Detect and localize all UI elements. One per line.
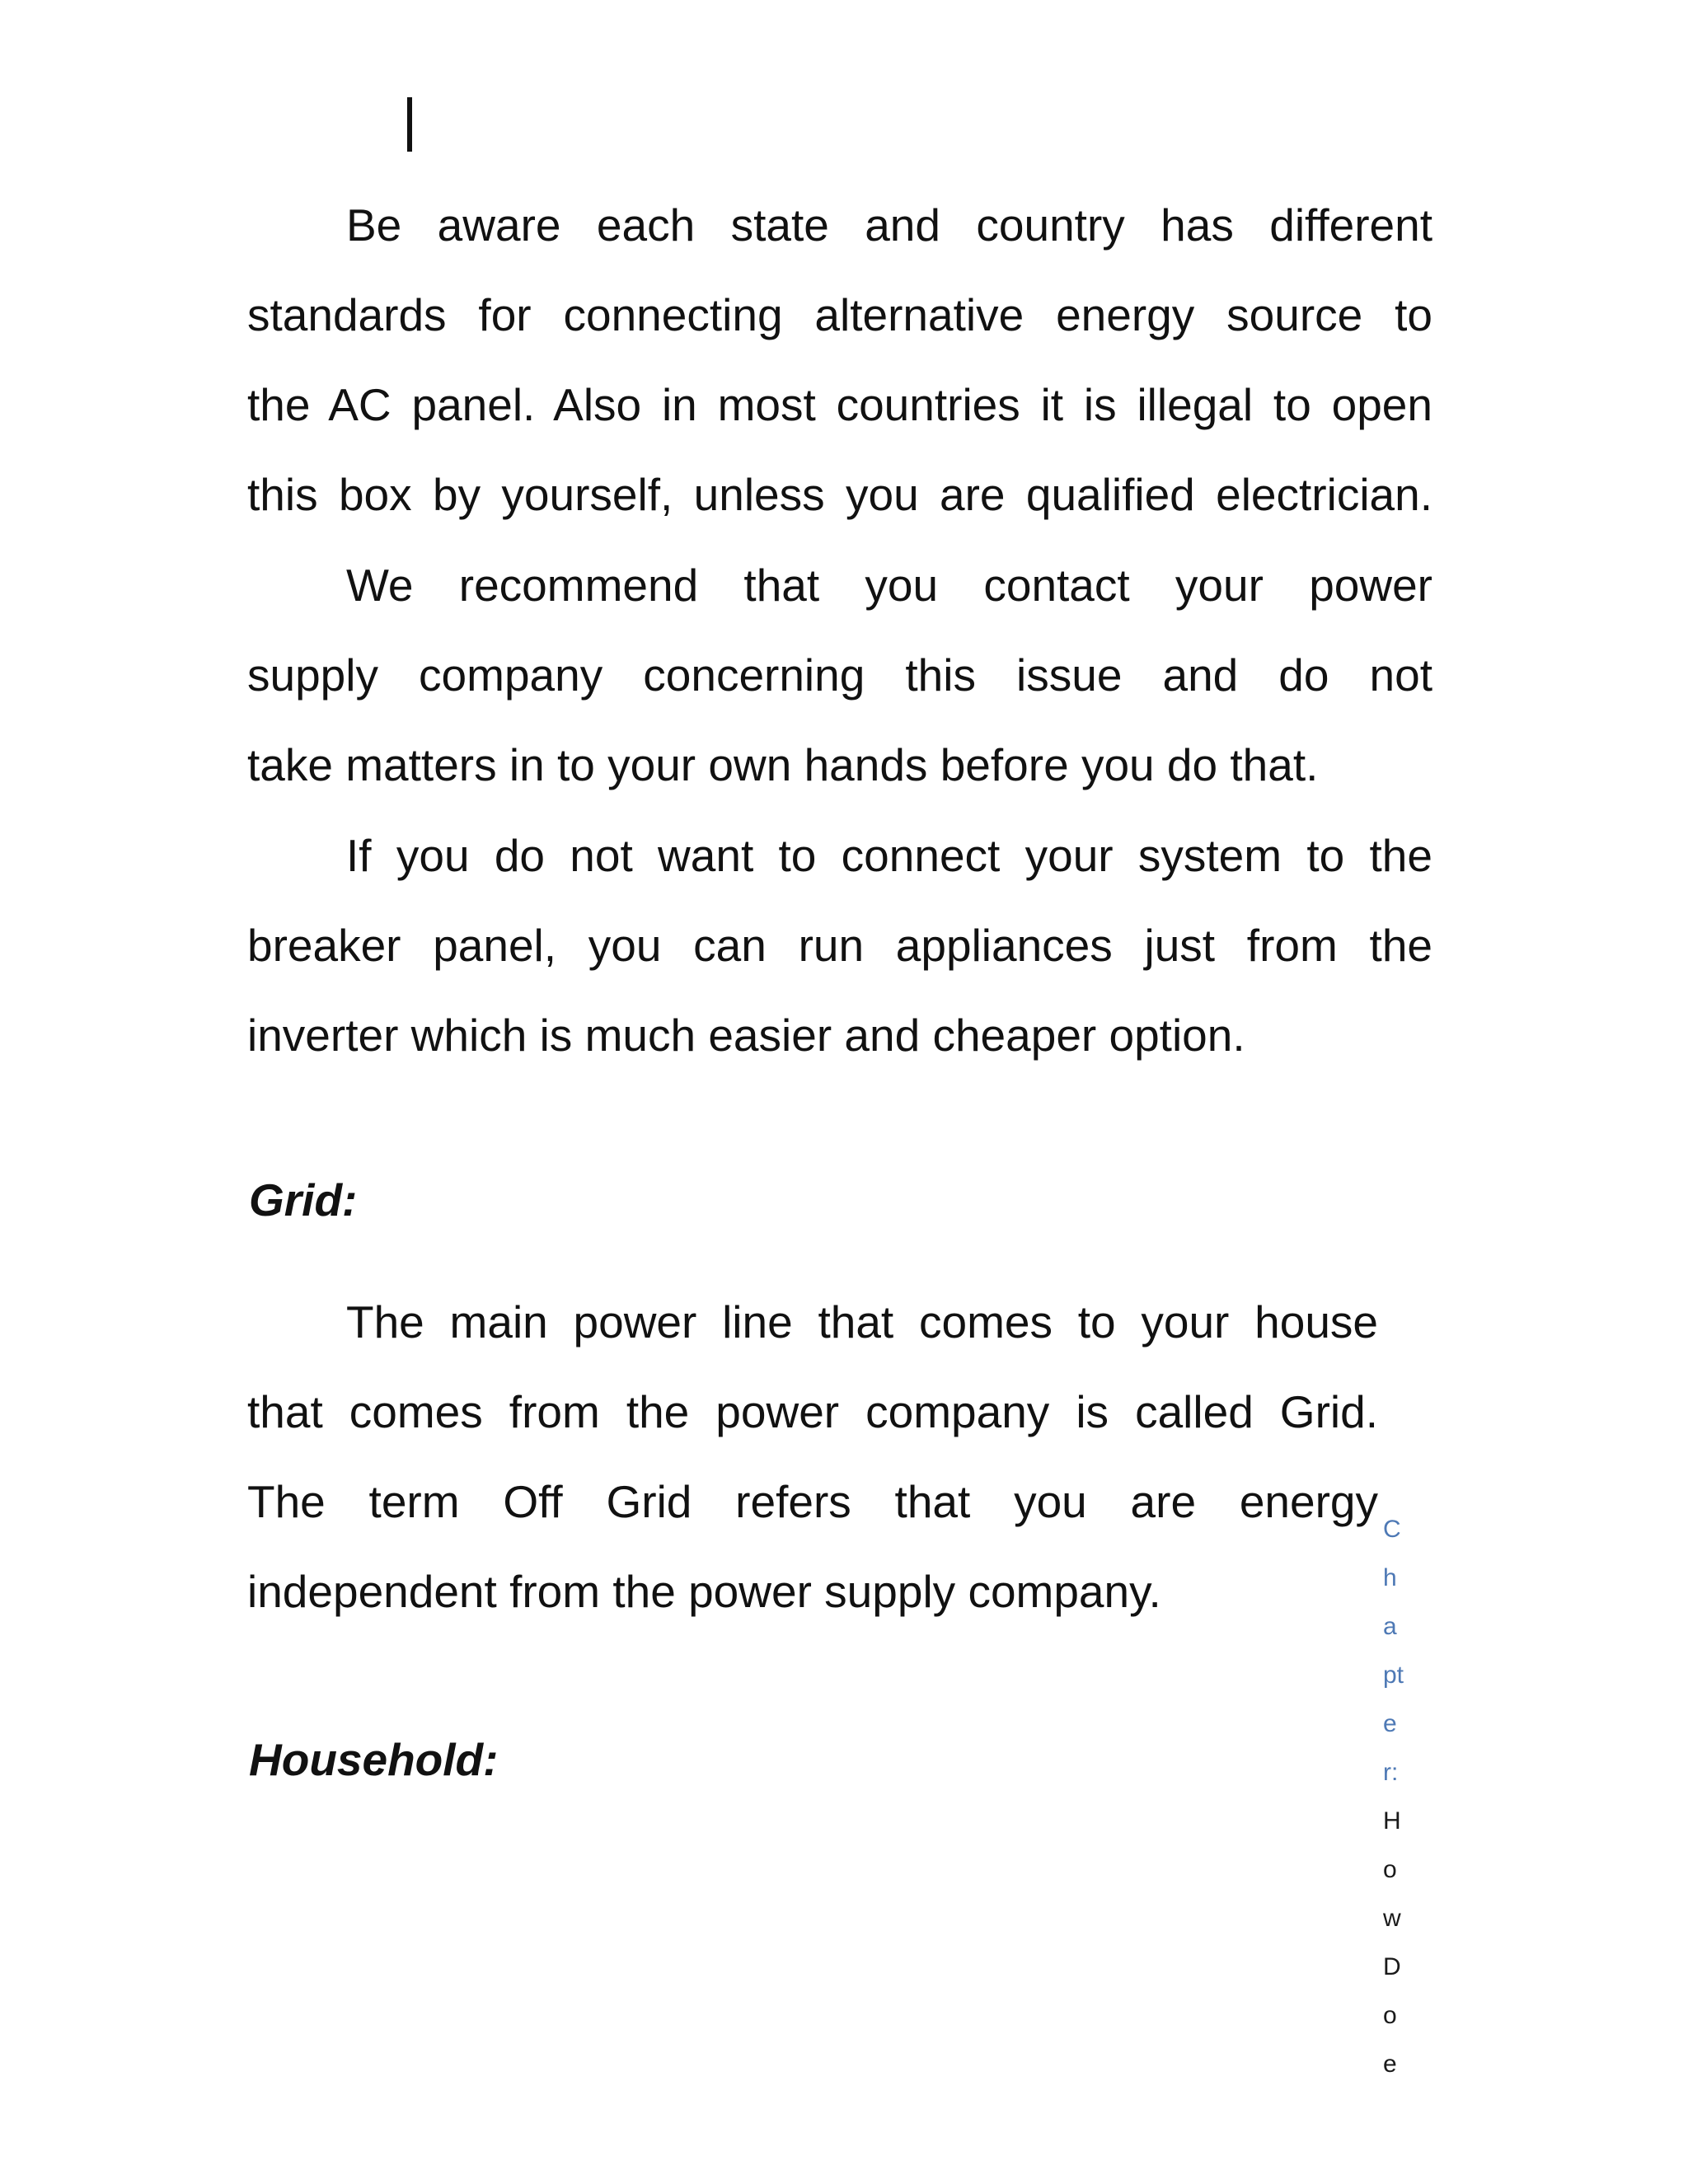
- paragraph-line: We recommend that you contact your power: [346, 560, 1432, 611]
- paragraph-line: this box by yourself, unless you are qualified electrician.: [247, 469, 1432, 520]
- paragraph-state-standards: [247, 180, 1432, 540]
- paragraph-line: inverter which is much easier and cheaper option.: [247, 1010, 1245, 1061]
- paragraph-line: take matters in to your own hands before you do that.: [247, 739, 1319, 790]
- paragraph-line: The term Off Grid refers that you are energy: [247, 1476, 1378, 1527]
- paragraph-inverter-option: [247, 811, 1432, 1080]
- chapter-label-fragment: r:: [1383, 1759, 1399, 1786]
- chapter-label-fragment: pt: [1383, 1661, 1404, 1689]
- paragraph-line: The main power line that comes to your house: [346, 1296, 1378, 1347]
- chapter-label-fragment: e: [1383, 1710, 1397, 1737]
- paragraph-grid-definition: [247, 1277, 1378, 1637]
- chapter-title-fragment: o: [1383, 1856, 1397, 1883]
- paragraph-line: breaker panel, you can run appliances just from the: [247, 920, 1432, 971]
- section-heading-household: Household:: [249, 1734, 499, 1785]
- chapter-title-fragment: w: [1383, 1905, 1401, 1932]
- paragraph-contact-power-company: [247, 541, 1432, 810]
- paragraph-line: If you do not want to connect your system to the: [346, 830, 1432, 881]
- paragraph-line: standards for connecting alternative energy source to: [247, 289, 1432, 340]
- chapter-title-fragment: H: [1383, 1807, 1401, 1835]
- chapter-label-fragment: C: [1383, 1516, 1401, 1543]
- text-cursor: [407, 97, 412, 152]
- chapter-label-fragment: a: [1383, 1613, 1397, 1640]
- chapter-title-fragment: o: [1383, 2002, 1397, 2029]
- paragraph-line: the AC panel. Also in most countries it is illegal to open: [247, 379, 1432, 430]
- chapter-label-fragment: h: [1383, 1564, 1397, 1591]
- paragraph-line: that comes from the power company is called Grid.: [247, 1386, 1378, 1437]
- section-heading-grid: Grid:: [249, 1174, 358, 1226]
- chapter-title-fragment: e: [1383, 2050, 1397, 2078]
- vertical-chapter-label: [1383, 1505, 1432, 2088]
- paragraph-line: Be aware each state and country has different: [346, 199, 1432, 251]
- paragraph-line: supply company concerning this issue and do not: [247, 649, 1432, 701]
- paragraph-line: independent from the power supply company.: [247, 1566, 1161, 1617]
- chapter-title-fragment: D: [1383, 1953, 1401, 1980]
